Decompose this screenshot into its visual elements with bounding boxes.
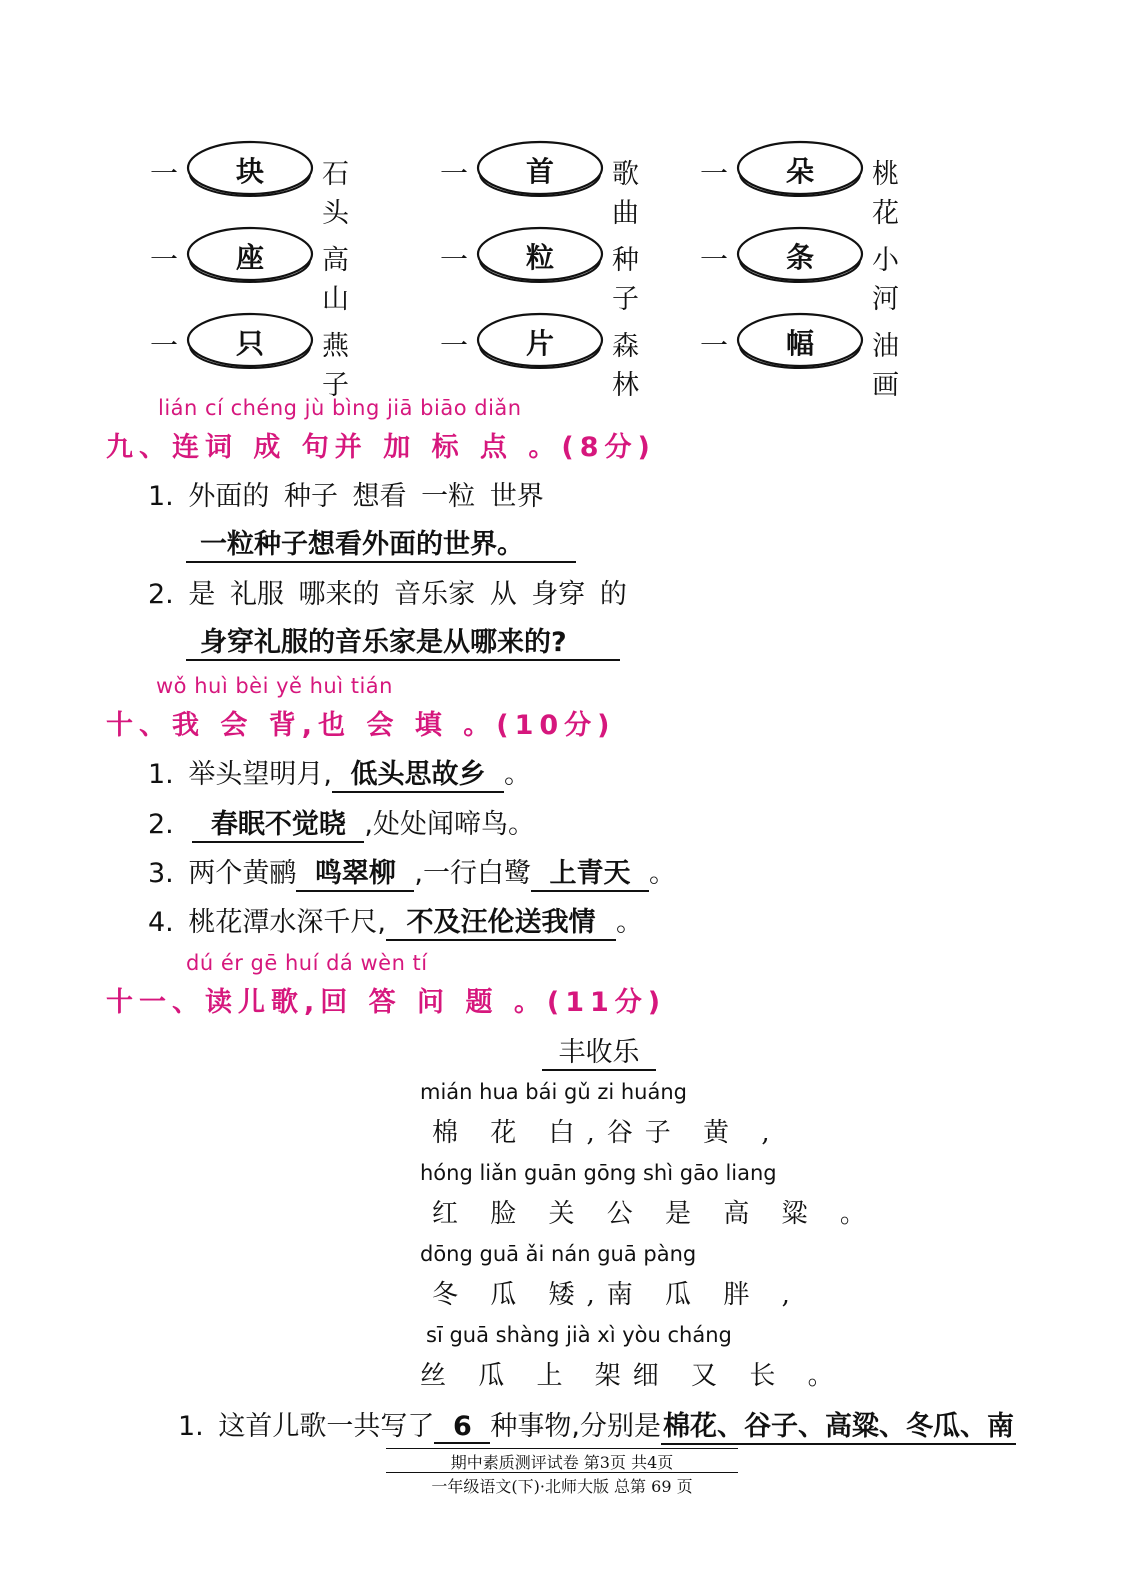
section11-title: 十一、读儿歌,回 答 问 题 。(11分) [106,987,667,1018]
noun-word: 高山 [322,245,349,315]
noun-word: 森林 [612,331,639,401]
measure-word-row [0,310,1128,401]
fill-answer: 6 [434,1411,490,1444]
poem-line-3: 冬 瓜 矮,南 瓜 胖 , [432,1280,802,1310]
poem-line-1-pinyin: mián hua bái gǔ zi huáng [420,1080,687,1104]
plate-shape [186,224,314,288]
measure-word-row [0,224,1128,315]
plate-shape [476,138,604,202]
prefix-one: 一 [700,157,729,190]
q-text: ,一行白鹭 [414,858,531,889]
s10-question-2 [148,802,535,843]
q-text: 两个黄鹂 [188,858,297,889]
prefix-one: 一 [150,243,179,276]
s9-question-1 [148,474,544,513]
measure-word-answer: 只 [235,327,264,360]
plate-shape [736,310,864,374]
noun-word: 歌曲 [612,159,639,229]
poem-line-2-pinyin: hóng liǎn guān gōng shì gāo liang [420,1161,777,1185]
s9-question-2 [148,572,627,611]
fill-answer: 不及汪伦送我情 [386,900,616,941]
prefix-one: 一 [440,329,469,362]
fill-answer: 上青天 [531,851,649,892]
q-text: 这首儿歌一共写了 [218,1411,435,1442]
q-text: 举头望明月, [188,759,332,790]
fill-answer: 春眠不觉晓 [192,802,364,843]
plate-shape [736,224,864,288]
s10-question-4 [148,900,643,941]
noun-word: 石头 [322,159,349,229]
poem-line-4: 丝 瓜 上 架细 又 长 。 [420,1361,846,1391]
footer-line-1: 期中素质测评试卷 第3页 共4页 [450,1453,674,1472]
noun-word: 油画 [872,331,899,401]
poem-line-3-pinyin: dōng guā ǎi nán guā pàng [420,1242,697,1266]
q-number: 2. [148,579,174,610]
q-number: 1. [178,1411,204,1442]
fill-answer: 鸣翠柳 [296,851,414,892]
measure-word-answer: 块 [235,155,264,188]
q-number: 4. [148,907,174,938]
prefix-one: 一 [440,157,469,190]
section10-title: 十、我 会 背,也 会 填 。(10分) [106,710,616,741]
q-text: 种事物,分别是 [490,1411,661,1442]
footer-rule-mid [386,1472,738,1473]
section10-pinyin: wǒ huì bèi yě huì tián [156,674,393,698]
q-text: 桃花潭水深千尺, [188,907,386,938]
s11-question-1 [178,1404,1016,1445]
section11-pinyin: dú ér gē huí dá wèn tí [186,951,428,975]
prefix-one: 一 [150,329,179,362]
prefix-one: 一 [440,243,469,276]
measure-word-row [0,138,1128,229]
noun-word: 燕子 [322,331,349,401]
q-text: 。 [615,907,643,938]
q-number: 1. [148,759,174,790]
q-text: 。 [503,759,531,790]
footer-rule-top [386,1448,738,1449]
q-words: 是 礼服 哪来的 音乐家 从 身穿 的 [188,579,627,610]
measure-word-answer: 条 [785,241,814,274]
s9-answer-1: 一粒种子想看外面的世界。 [186,522,576,563]
q-number: 3. [148,858,174,889]
noun-word: 种子 [612,245,639,315]
plate-shape [186,310,314,374]
fill-answer: 低头思故乡 [332,752,504,793]
section9-pinyin: lián cí chéng jù bìng jiā biāo diǎn [158,396,522,420]
measure-word-answer: 座 [235,241,264,274]
plate-shape [476,310,604,374]
q-number: 1. [148,481,174,512]
prefix-one: 一 [700,329,729,362]
section9-title: 九、连词 成 句并 加 标 点 。(8分) [106,432,656,463]
plate-shape [736,138,864,202]
q-text: ,处处闻啼鸟。 [364,809,535,840]
q-words: 外面的 种子 想看 一粒 世界 [188,481,544,512]
poem-line-2: 红 脸 关 公 是 高 粱 。 [432,1199,878,1229]
fill-answer: 棉花、谷子、高粱、冬瓜、南 [661,1404,1016,1445]
prefix-one: 一 [150,157,179,190]
noun-word: 桃花 [872,159,899,229]
s9-answer-2: 身穿礼服的音乐家是从哪来的? [186,620,620,661]
prefix-one: 一 [700,243,729,276]
measure-word-answer: 粒 [525,241,554,274]
poem-title: 丰收乐 [542,1030,656,1071]
s10-question-1 [148,752,531,793]
footer-line-2: 一年级语文(下)·北师大版 总第 69 页 [431,1477,693,1496]
poem-line-1: 棉 花 白,谷子 黄 , [432,1118,782,1148]
measure-word-answer: 片 [525,327,554,360]
measure-word-answer: 首 [525,155,554,188]
poem-line-4-pinyin: sī guā shàng jià xì yòu cháng [426,1323,732,1347]
plate-shape [476,224,604,288]
s10-question-3 [148,851,676,892]
plate-shape [186,138,314,202]
noun-word: 小河 [872,245,899,315]
q-number: 2. [148,809,174,840]
q-text: 。 [648,858,676,889]
measure-word-answer: 幅 [785,327,814,360]
measure-word-answer: 朵 [785,155,814,188]
